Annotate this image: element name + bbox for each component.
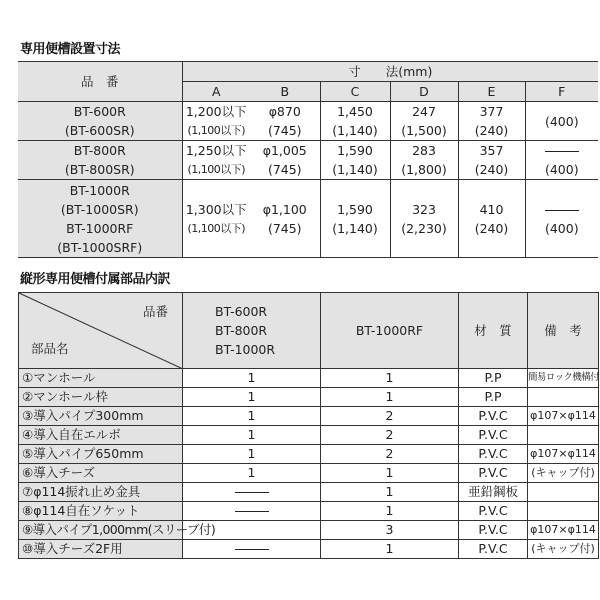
model-name: (BT-800SR) [64,162,135,177]
col2-header: BT-1000RF [321,293,459,369]
dash-mark [235,511,269,512]
material: P.V.C [459,521,528,540]
dimension-value-top: φ870 [268,104,301,119]
dimension-value-bottom: (745) [267,123,302,138]
model-name: (BT-1000SRF) [57,239,143,255]
dimension-cell-e [458,180,525,258]
qty-bt-1000rf: 2 [321,407,459,426]
remarks [528,502,599,521]
material: P.V.C [459,407,528,426]
diagonal-header-cell [19,293,183,369]
part-row [19,445,599,464]
dimension-value-bottom: (745) [267,220,302,236]
dimension-value-top: 377 [479,104,504,119]
dimension-value-top: 357 [479,143,504,158]
model-name: BT-600R [73,104,126,119]
col-header-a: A [182,82,250,102]
qty-bt-1000rf: 2 [321,445,459,464]
dash-mark [235,549,269,550]
part-name-label: 部品名 [31,341,69,356]
model-name: BT-1000RF [66,220,134,236]
part-name: ①マンホール [19,369,183,388]
dimension-value-bottom: (1,100以下) [187,221,246,235]
dimension-cell-e [458,141,525,180]
qty-bt-1000rf: 3 [321,521,459,540]
dimension-value-bottom: (400) [544,113,579,129]
part-name: ③導入パイプ300mm [19,407,183,426]
qty-bt-600r: 1 [183,445,321,464]
model-name: BT-1000R [69,182,130,198]
col-header-c: C [320,82,390,102]
dimension-cell-f [525,180,598,258]
dimensions-header: 寸 法(mm) [182,62,598,82]
part-row [19,464,599,483]
part-name: ⑤導入パイプ650mm [19,445,183,464]
part-row [19,521,599,540]
part-name: ⑦φ114振れ止め金具 [19,483,183,502]
dimension-value-top: 1,450 [337,104,373,119]
material: P.V.C [459,426,528,445]
dimension-cell-d [390,141,458,180]
remarks [528,483,599,502]
qty-bt-600r: 1 [183,464,321,483]
remarks: φ107×φ114 [528,521,599,540]
dimension-cell-a [182,102,250,141]
model-label: 品番 [142,304,168,319]
material: P.V.C [459,502,528,521]
col-header-e: E [458,82,525,102]
model-name: BT-800R [73,143,126,158]
dimension-value-bottom: (745) [267,162,302,177]
dimension-row [18,141,598,180]
parts-breakdown-table [18,292,599,559]
remarks: (キャップ付) [528,540,599,559]
qty-bt-600r [183,502,321,521]
model-cell [18,102,182,141]
col1-model: BT-600R [215,304,268,319]
dimension-cell-c [320,180,390,258]
dash-mark [235,492,269,493]
section2-title: 縦形専用便槽付属部品内訳 [20,272,171,287]
qty-bt-600r: 1 [183,388,321,407]
material: P.P [459,369,528,388]
part-name: ⑧φ114自在ソケット [19,502,183,521]
qty-bt-1000rf: 1 [321,388,459,407]
dimension-value-top [526,200,599,219]
dimension-value-top: φ1,100 [262,201,307,217]
model-cell [18,180,182,258]
model-name: (BT-1000SR) [60,201,139,217]
dash-mark [545,210,579,211]
installation-dimensions-table [18,61,598,258]
dimension-value-bottom: (1,140) [332,162,378,177]
dimension-row [18,102,598,141]
dimension-cell-b [250,102,320,141]
qty-bt-600r: 1 [183,369,321,388]
part-name: ②マンホール枠 [19,388,183,407]
dimension-value-top: 1,590 [337,143,373,158]
remarks: 簡易ロック機構付 [528,369,599,388]
remarks [528,388,599,407]
dimension-value-top: 410 [479,201,504,217]
model-header: 品 番 [18,62,182,102]
dimension-row [18,180,598,258]
remarks: (キャップ付) [528,464,599,483]
material: P.V.C [459,540,528,559]
dimension-value-bottom: (2,230) [401,220,447,236]
dimension-cell-d [390,180,458,258]
material: P.V.C [459,464,528,483]
col-header-d: D [390,82,458,102]
material-header: 材 質 [459,293,528,369]
dimension-cell-b [250,180,320,258]
material: P.P [459,388,528,407]
part-row [19,483,599,502]
qty-bt-1000rf: 1 [321,483,459,502]
model-name: (BT-600SR) [64,123,135,138]
part-name: ⑨導入パイプ1,000mm(スリーブ付) [19,521,183,540]
dimension-value-bottom: (240) [474,220,509,236]
part-row [19,540,599,559]
qty-bt-600r [183,540,321,559]
dimension-value-top: 247 [412,104,436,119]
dimension-value-top: 1,590 [337,201,373,217]
dimension-value-bottom: (240) [474,123,509,138]
part-name: ⑩導入チーズ2F用 [19,540,183,559]
qty-bt-600r: 1 [183,407,321,426]
part-name: ④導入自在エルボ [19,426,183,445]
part-row [19,502,599,521]
col-header-b: B [250,82,320,102]
dimension-value-top: 283 [412,143,436,158]
dimension-cell-e [458,102,525,141]
part-row [19,369,599,388]
qty-bt-1000rf: 1 [321,502,459,521]
qty-bt-1000rf: 1 [321,464,459,483]
part-row [19,426,599,445]
remarks: φ107×φ114 [528,407,599,426]
remarks-header: 備 考 [528,293,599,369]
dash-mark [545,151,579,152]
dimension-value-bottom: (1,140) [332,123,378,138]
dimension-cell-a [182,141,250,180]
dimension-value-bottom: (1,100以下) [187,163,246,176]
dimension-value-top: 323 [412,201,436,217]
dimension-cell-f [525,141,598,180]
dimension-value-bottom: (1,100以下) [187,124,246,137]
dimension-cell-b [250,141,320,180]
dimension-value-top [526,141,599,160]
col1-model: BT-1000R [215,342,276,357]
part-row [19,388,599,407]
qty-bt-600r: 1 [183,426,321,445]
dimension-cell-c [320,102,390,141]
dimension-cell-a [182,180,250,258]
dimension-value-bottom: (400) [544,162,579,177]
dimension-value-top: 1,250以下 [185,143,247,158]
col1-header [183,293,321,369]
qty-bt-1000rf: 1 [321,540,459,559]
qty-bt-1000rf: 2 [321,426,459,445]
dimension-value-top: φ1,005 [262,143,307,158]
col1-model: BT-800R [215,323,268,338]
dimension-value-bottom: (240) [474,162,509,177]
remarks: φ107×φ114 [528,445,599,464]
col-header-f: F [525,82,598,102]
qty-bt-600r [183,483,321,502]
dimension-value-bottom: (1,500) [401,123,447,138]
material: 亜鉛鋼板 [459,483,528,502]
dimension-cell-f [525,102,598,141]
part-name: ⑥導入チーズ [19,464,183,483]
dimension-value-top: 1,200以下 [185,104,247,119]
section1-title: 専用便槽設置寸法 [20,42,121,57]
dimension-value-bottom: (1,140) [332,220,378,236]
material: P.V.C [459,445,528,464]
dimension-value-bottom: (400) [544,220,579,236]
remarks [528,426,599,445]
dimension-cell-c [320,141,390,180]
model-cell [18,141,182,180]
part-row [19,407,599,426]
dimension-value-bottom: (1,800) [401,162,447,177]
dimension-value-top: 1,300以下 [185,201,247,217]
qty-bt-1000rf: 1 [321,369,459,388]
dimension-cell-d [390,102,458,141]
